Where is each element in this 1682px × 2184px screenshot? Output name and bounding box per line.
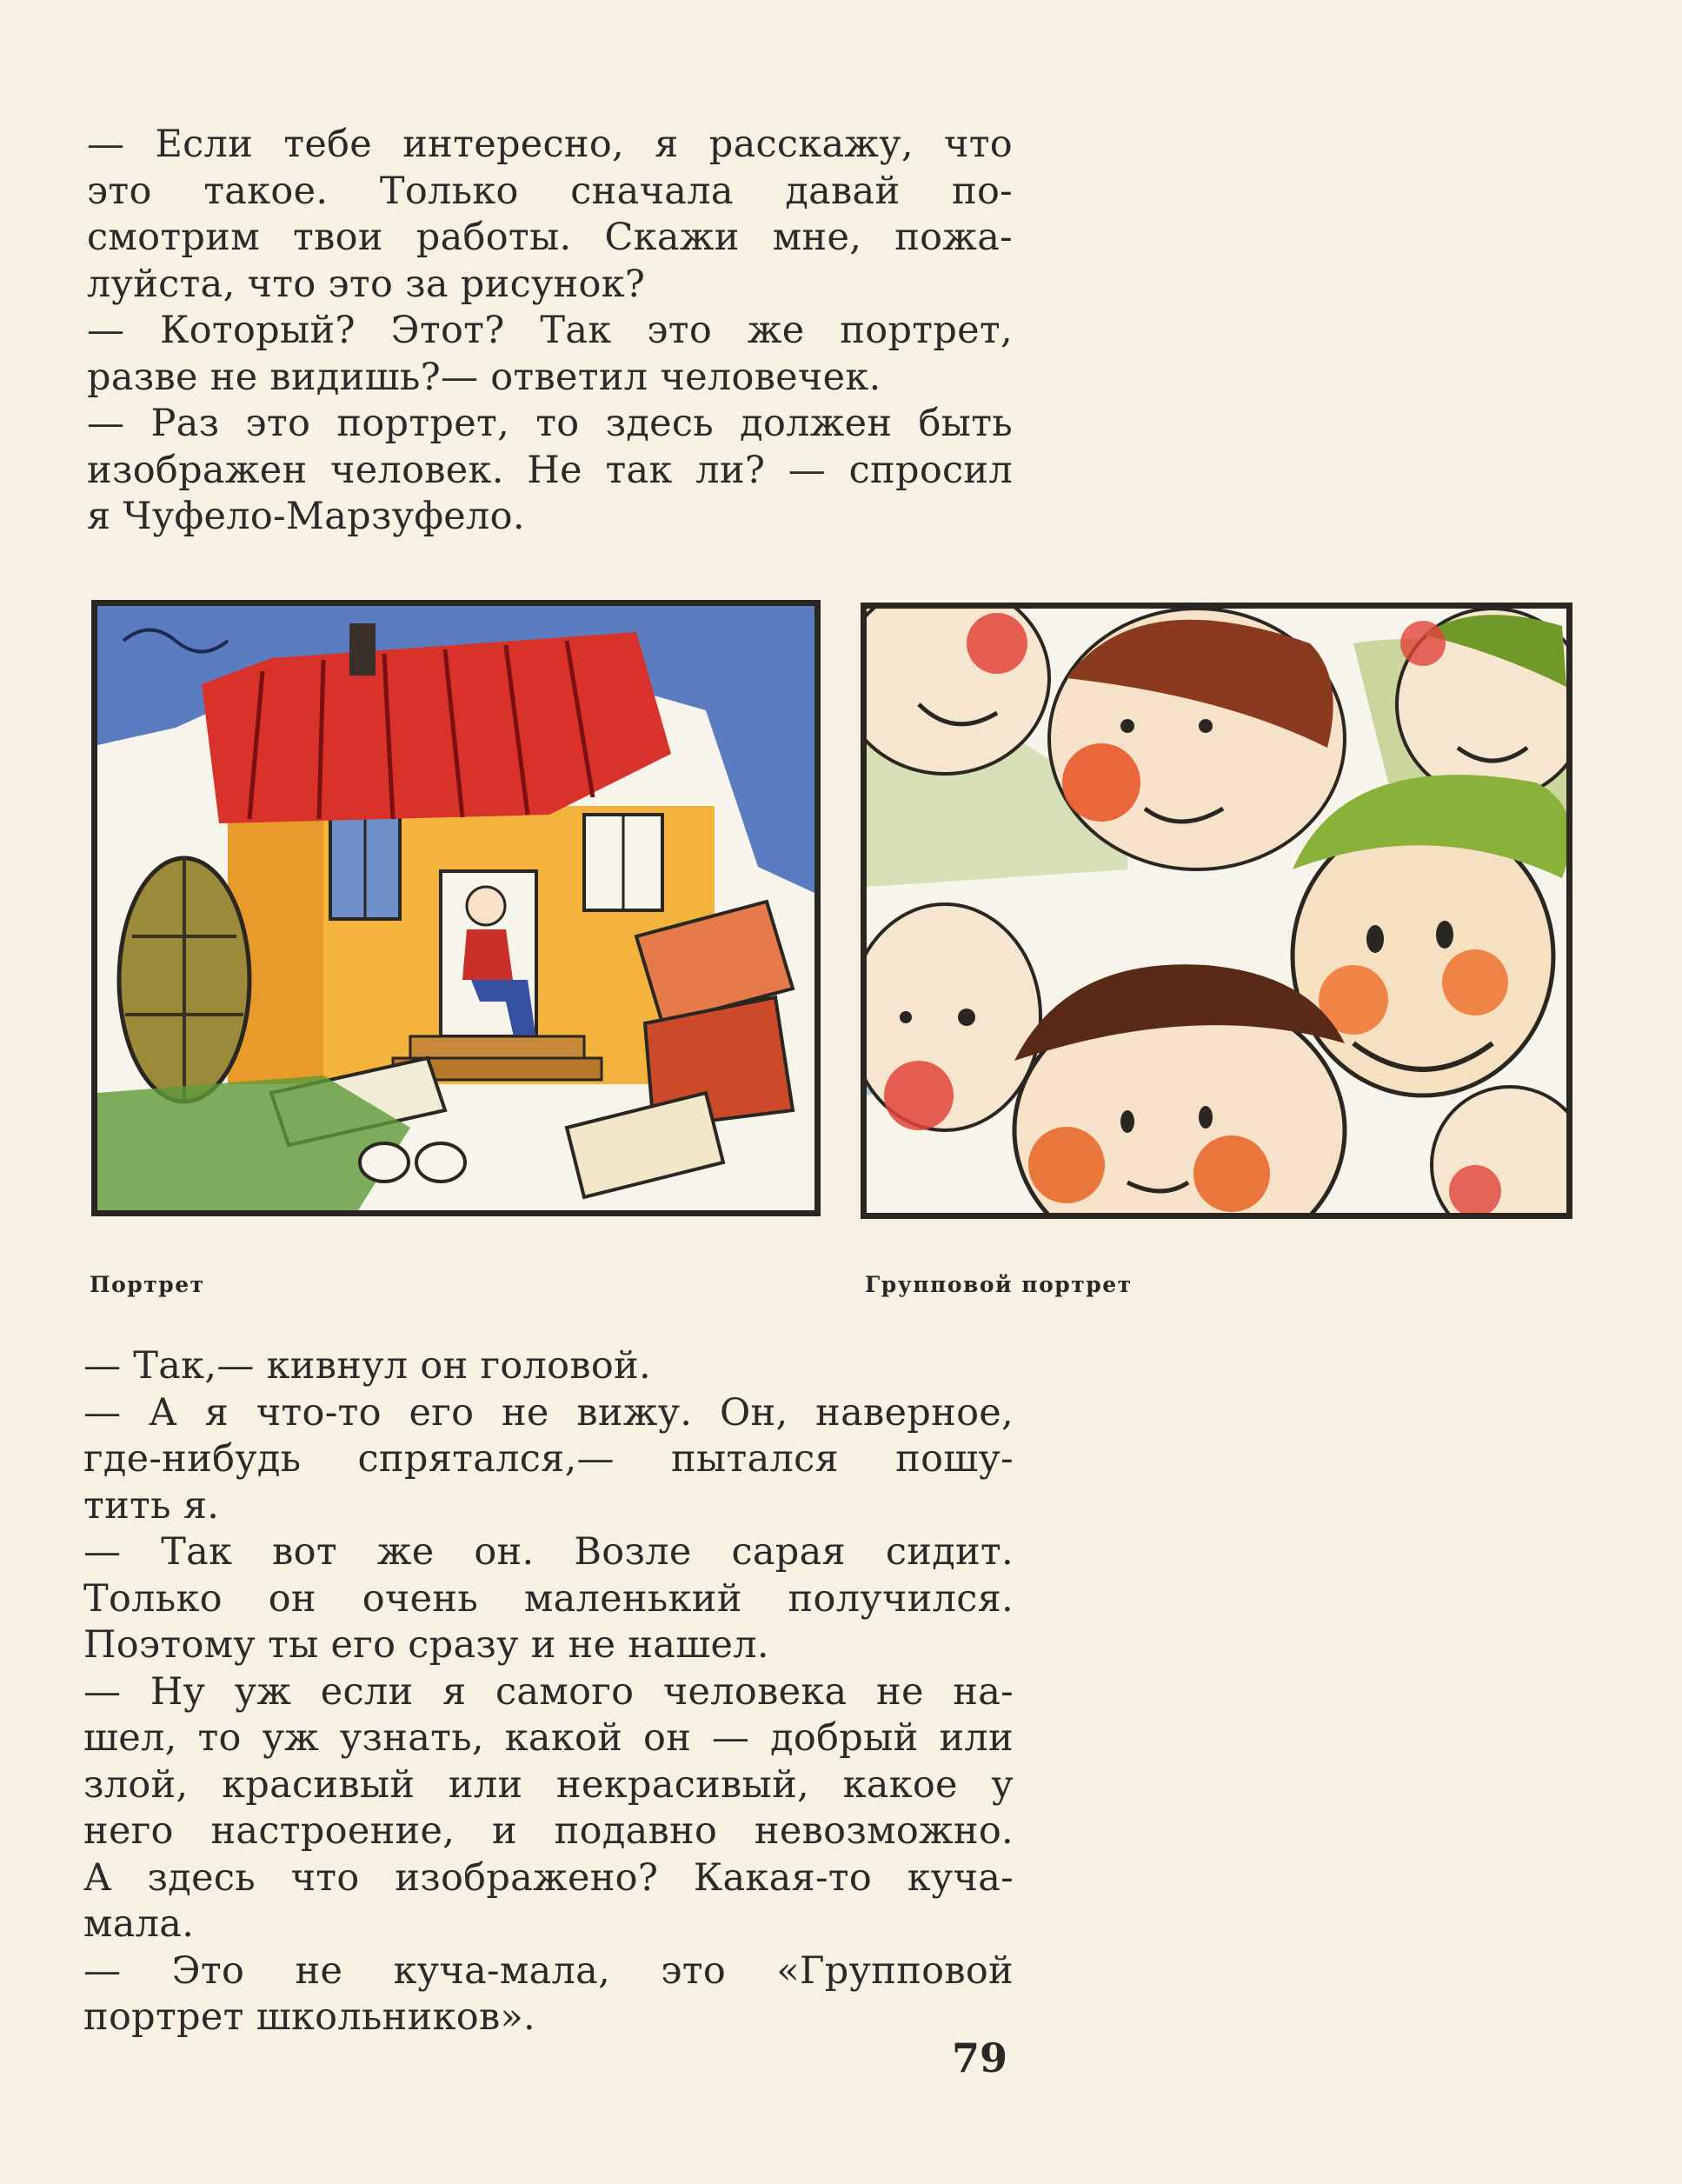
text-line: — Ну уж если я самого человека не на- [83,1669,1014,1714]
text-line: — Если тебе интересно, я расскажу, что [87,123,1013,166]
text-line: — Который? Этот? Так это же портрет, [87,309,1013,352]
text-line: луйста, что это за рисунок? [87,262,646,306]
group-portrait-illustration [861,603,1572,1219]
text-line: — Это не куча-мала, это «Групповой [83,1948,1014,1993]
text-line: злой, красивый или некрасивый, какое у [83,1762,1014,1807]
text-line: шел, то уж узнать, какой он — добрый или [83,1716,1014,1760]
text-line: — Так,— кивнул он головой. [83,1344,651,1388]
text-line: — Так вот же он. Возле сарая сидит. [83,1530,1014,1574]
text-line: Поэтому ты его сразу и не нашел. [83,1623,769,1667]
text-line: мала. [83,1902,195,1946]
text-line: него настроение, и подавно невозможно. [83,1809,1014,1853]
text-block-top [87,122,1013,541]
caption-group-portrait: Групповой портрет [865,1272,1133,1297]
portrait-illustration [91,600,821,1216]
text-line: А здесь что изображено? Какая-то куча- [83,1855,1014,1900]
text-line: — А я что-то его не вижу. Он, наверное, [83,1390,1014,1435]
text-line: изображен человек. Не так ли? — спросил [87,448,1013,492]
text-line: — Раз это портрет, то здесь должен быть [87,402,1013,445]
portrait-illustration-icon [97,606,814,1210]
text-block-bottom [83,1343,1014,2041]
page-number: 79 [952,2034,1008,2081]
text-line: где-нибудь спрятался,— пытался пошу- [83,1437,1014,1481]
text-line: смотрим твои работы. Скажи мне, пожа- [87,216,1013,259]
group-portrait-illustration-icon [867,609,1566,1213]
text-line: разве не видишь?— ответил человечек. [87,355,881,399]
text-line: Только он очень маленький получился. [83,1576,1014,1621]
text-line: я Чуфело-Марзуфело. [87,495,525,538]
text-line: портрет школьников». [83,1995,536,2039]
text-line: это такое. Только сначала давай по- [87,169,1013,213]
text-line: тить я. [83,1483,220,1528]
caption-portrait: Портрет [90,1272,205,1297]
